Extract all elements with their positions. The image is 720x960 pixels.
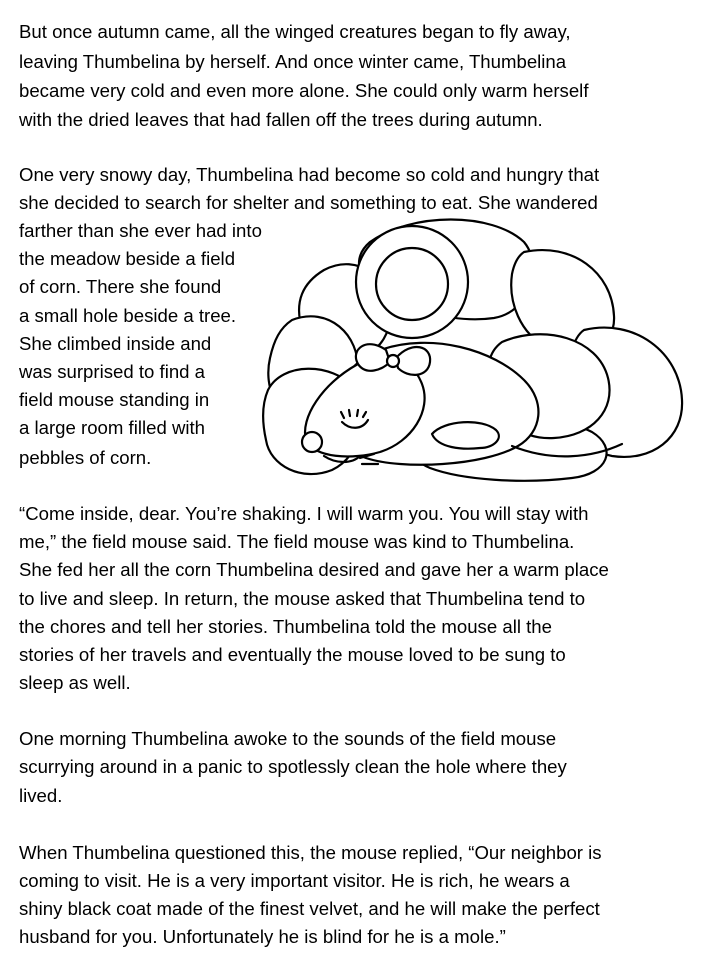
paragraph-3-line: sleep as well. <box>19 672 131 693</box>
mouse-nose <box>302 432 322 452</box>
paragraph-1-line: But once autumn came, all the winged creatures began to fly away, <box>19 21 571 42</box>
paragraph-4-line: lived. <box>19 785 63 806</box>
paragraph-5-line: shiny black coat made of the finest velvet, and he will make the perfect <box>19 898 600 919</box>
paragraph-1-line: leaving Thumbelina by herself. And once winter came, Thumbelina <box>19 51 567 72</box>
paragraph-5-line: When Thumbelina questioned this, the mouse replied, “Our neighbor is <box>19 842 602 863</box>
mouse-bow-knot <box>387 355 399 367</box>
paragraph-3-line: the chores and tell her stories. Thumbelina told the mouse all the <box>19 616 552 637</box>
paragraph-2-line: a small hole beside a tree. <box>19 305 237 326</box>
paragraph-3-line: “Come inside, dear. You’re shaking. I will warm you. You will stay with <box>19 503 589 524</box>
mouse-paw <box>432 422 499 449</box>
paragraph-1-line: became very cold and even more alone. She could only warm herself <box>19 80 589 101</box>
mouse-ear-inner <box>376 248 448 320</box>
paragraph-3-line: She fed her all the corn Thumbelina desired and gave her a warm place <box>19 559 609 580</box>
paragraph-2-line: farther than she ever had into <box>19 220 262 241</box>
paragraph-2-line: field mouse standing in <box>19 389 210 410</box>
paragraph-2-line: she decided to search for shelter and something to eat. She wandered <box>19 192 598 213</box>
paragraph-3-line: stories of her travels and eventually the mouse loved to be sung to <box>19 644 566 665</box>
paragraph-1-line: with the dried leaves that had fallen off the trees during autumn. <box>19 109 543 130</box>
paragraph-4-line: One morning Thumbelina awoke to the sounds of the field mouse <box>19 728 557 749</box>
paragraph-2-line: a large room filled with <box>19 417 206 438</box>
paragraph-2-line: She climbed inside and <box>19 333 212 354</box>
paragraph-2-line: was surprised to find a <box>19 361 206 382</box>
paragraph-3-line: to live and sleep. In return, the mouse asked that Thumbelina tend to <box>19 588 586 609</box>
paragraph-4-line: scurrying around in a panic to spotlessly clean the hole where they <box>19 756 567 777</box>
mouse-bow-left <box>356 344 390 371</box>
paragraph-2-line: the meadow beside a field <box>19 248 236 269</box>
paragraph-5-line: husband for you. Unfortunately he is blind for he is a mole.” <box>19 926 506 947</box>
paragraph-3-line: me,” the field mouse said. The field mouse was kind to Thumbelina. <box>19 531 575 552</box>
paragraph-2-line: One very snowy day, Thumbelina had become so cold and hungry that <box>19 164 600 185</box>
paragraph-2-line: pebbles of corn. <box>19 447 152 468</box>
sleeping-mouse-illustration <box>262 212 694 482</box>
paragraph-5-line: coming to visit. He is a very important visitor. He is rich, he wears a <box>19 870 570 891</box>
paragraph-2-line: of corn. There she found <box>19 276 222 297</box>
